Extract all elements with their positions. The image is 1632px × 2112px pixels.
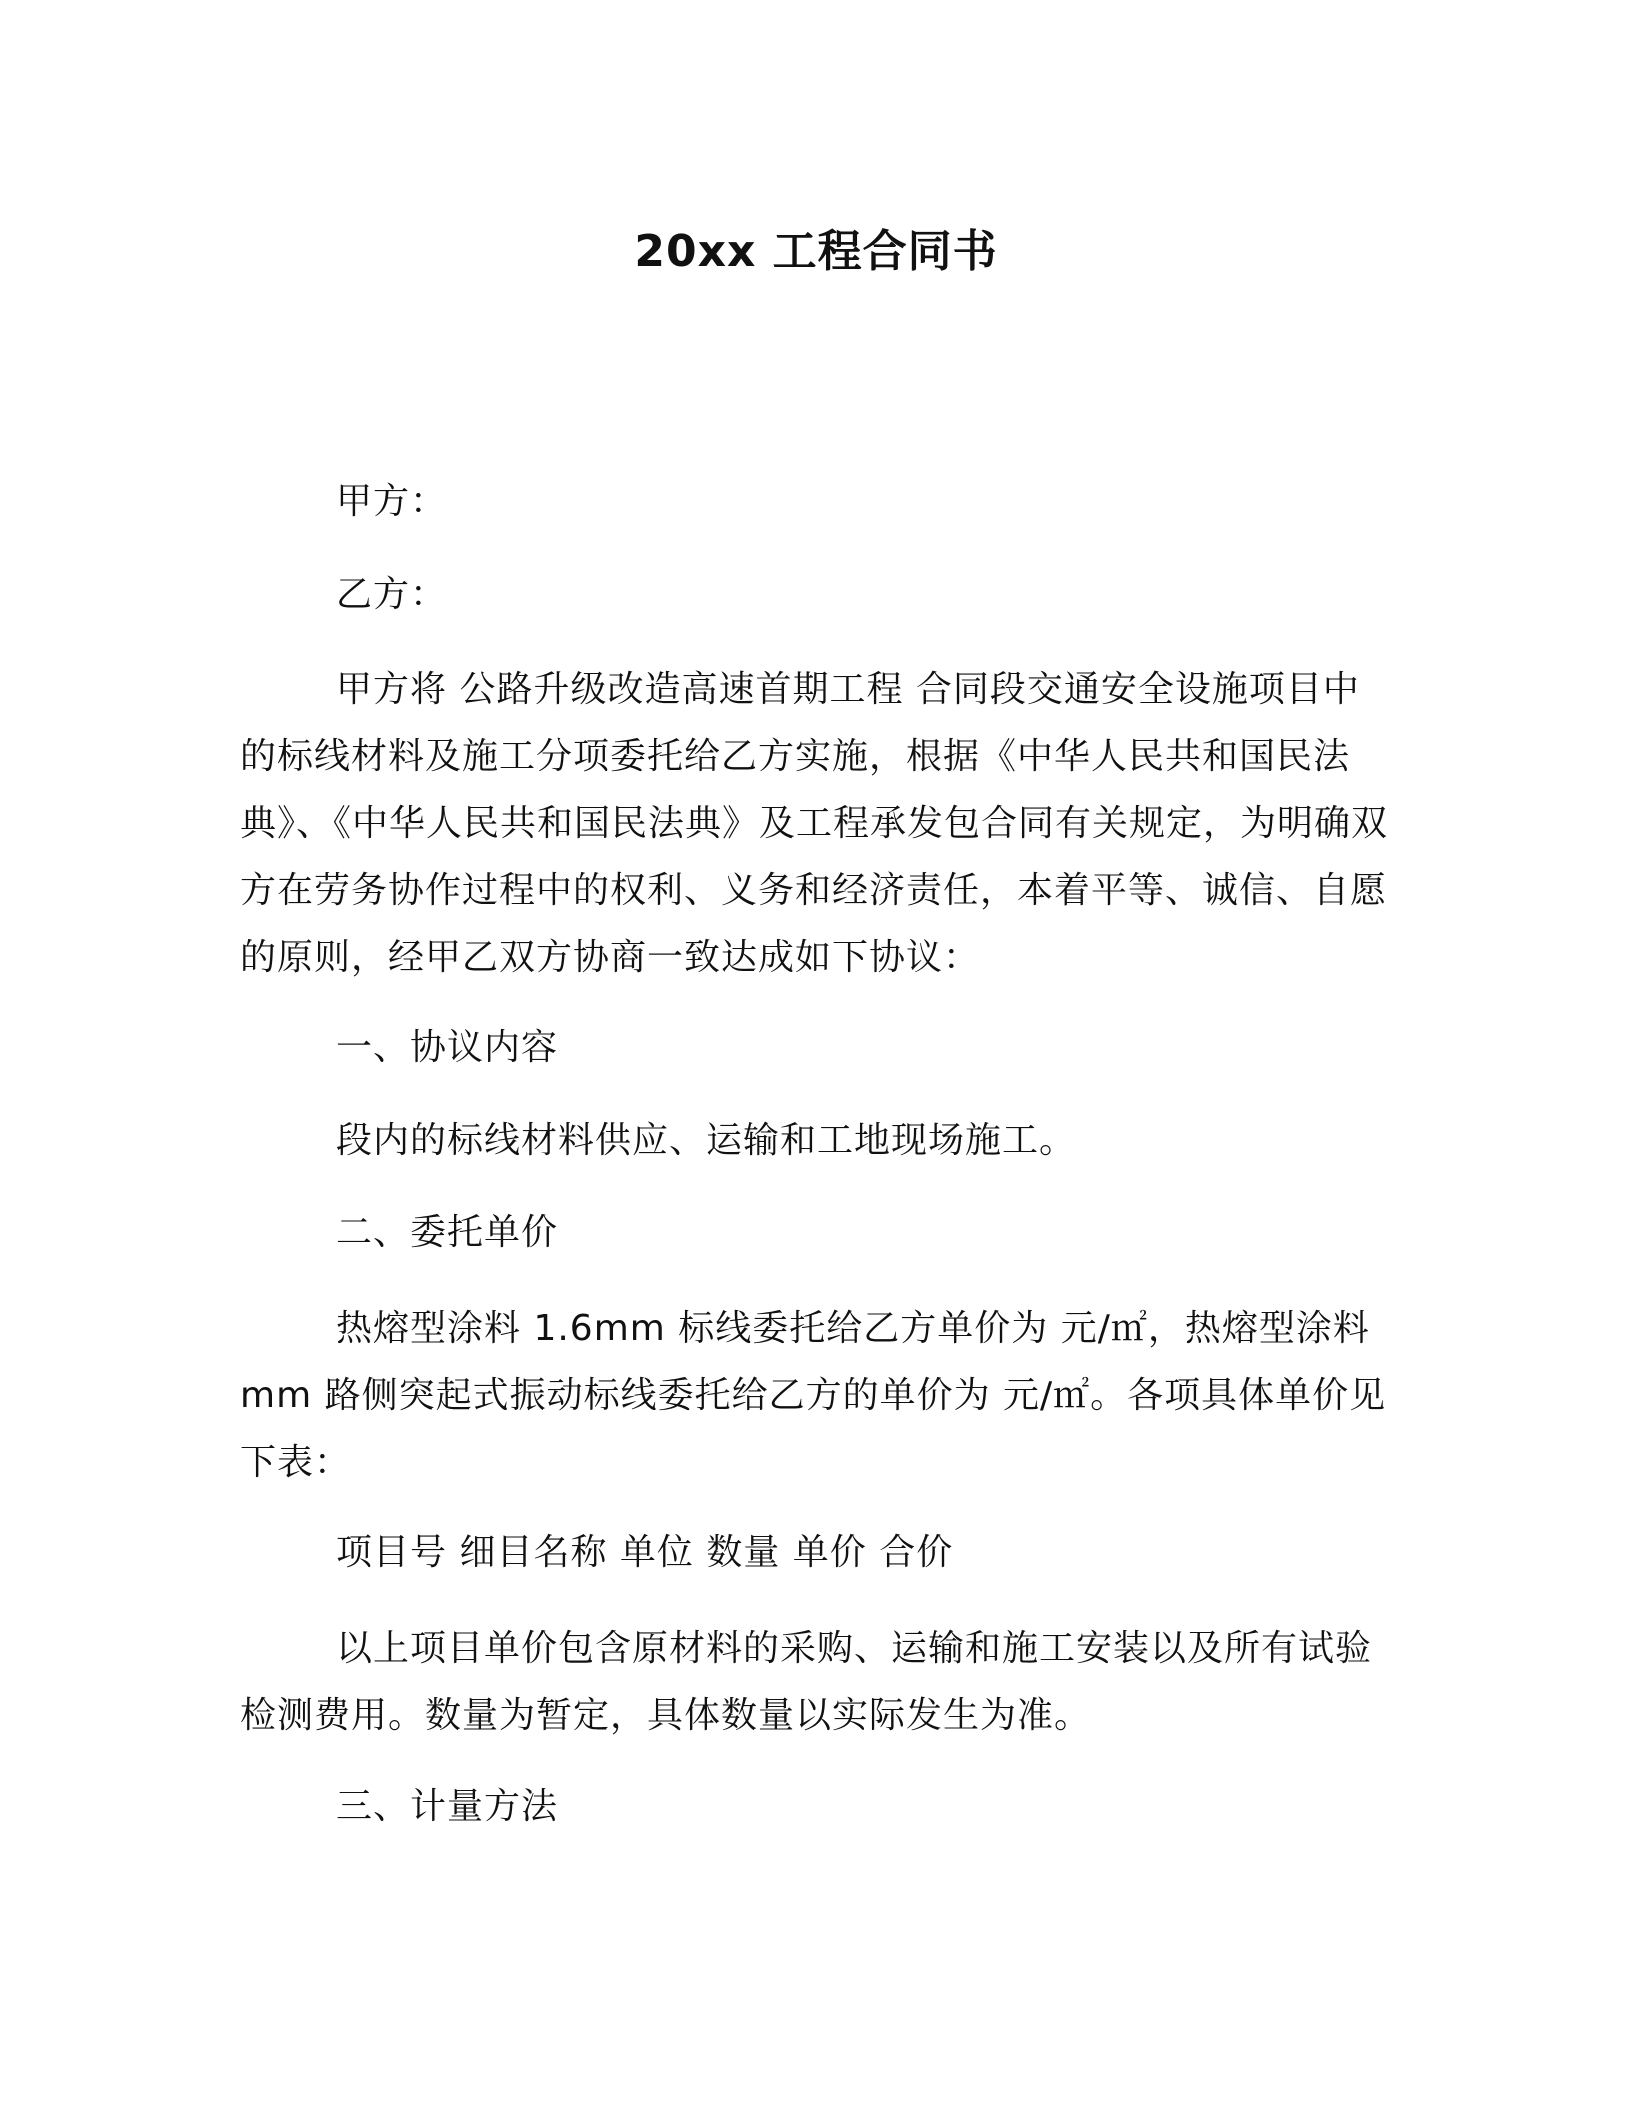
party-b-label: 乙方： (336, 574, 448, 615)
section-2-heading: 二、委托单价 (336, 1212, 559, 1253)
price-table-header: 项目号 细目名称 单位 数量 单价 合价 (336, 1532, 954, 1573)
document-title: 20xx 工程合同书 (634, 226, 998, 277)
section-3-heading: 三、计量方法 (336, 1786, 559, 1827)
party-a-label: 甲方： (336, 481, 448, 522)
section-2-note: 以上项目单价包含原材料的采购、运输和施工安装以及所有试验检测费用。数量为暂定，具体数量以实际发生为准。 (240, 1628, 1373, 1736)
section-1-text: 段内的标线材料供应、运输和工地现场施工。 (336, 1120, 1077, 1161)
preamble-paragraph: 甲方将 公路升级改造高速首期工程 合同段交通安全设施项目中的标线材料及施工分项委托给乙方实施，根据《中华人民共和国民法典》、《中华人民共和国民法典》及工程承发包合同有关规定，为明确双方在劳务协作过程中的权利、义务和经济责任，本着平等、诚信、自愿的原则，经甲乙双方协商一致达成如下协议： (240, 669, 1389, 978)
section-2-paragraph: 热熔型涂料 1.6mm 标线委托给乙方单价为 元/㎡，热熔型涂料 mm 路侧突起式振动标线委托给乙方的单价为 元/㎡。各项具体单价见下表： (240, 1308, 1387, 1483)
section-1-heading: 一、协议内容 (336, 1027, 559, 1068)
